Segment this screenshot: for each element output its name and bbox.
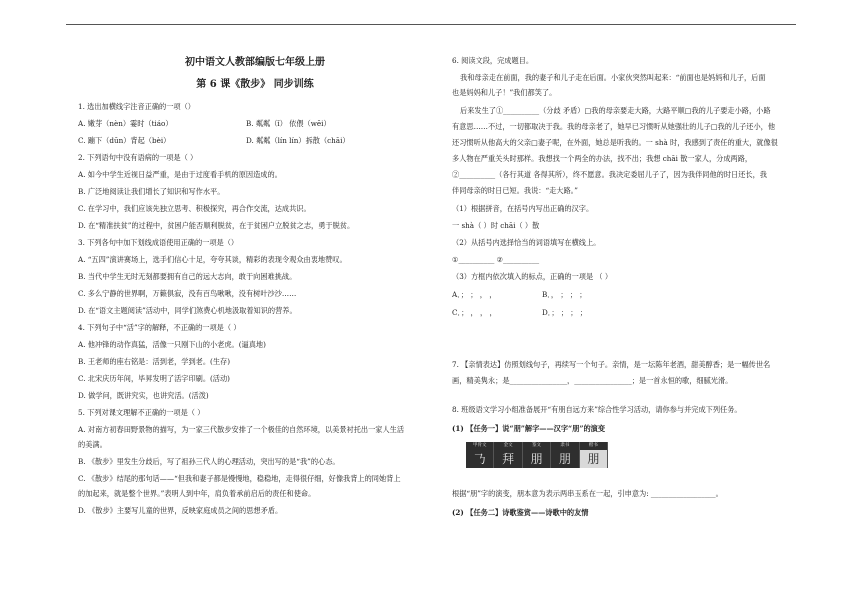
s3-option-a: A．； ； ， ，	[452, 290, 497, 299]
q3-option-d: D. 在“语文主题阅读”活动中，同学们煞费心机地汲取着知识的营养。	[78, 306, 297, 315]
s3-option-b: B．， ； ； ；	[542, 290, 587, 299]
q5-option-c: C. 《散步》结尾的那句话——“但我和妻子都是慢慢地，稳稳地，走得很仔细，好像我背上的同她背上	[78, 474, 401, 483]
task-2-heading: (2) 【任务二】诗歌鉴赏——诗歌中的友情	[452, 508, 589, 517]
q2-option-a: A. 如今中学生近视日益严重，是由于过度看手机的原因造成的。	[78, 170, 282, 179]
question-5: 5. 下列对课文理解不正确的一项是（ ）	[78, 408, 205, 417]
glyph: 𠄎	[466, 450, 494, 468]
sub-question-1: （1）根据拼音，在括号内写出正确的汉字。	[452, 204, 594, 213]
question-6: 6. 阅读文段，完成题目。	[452, 56, 534, 65]
q4-option-a: A. 他冲锋的动作真猛，活像一只刚下山的小老虎。(逼真地)	[78, 340, 266, 349]
sub-question-3: （3）方框内依次填入的标点，正确的一项是 （ ）	[452, 272, 613, 281]
q5-option-d: D. 《散步》主要写儿童的世界，反映家庭成员之间的思想矛盾。	[78, 506, 283, 515]
sub-question-1-blanks: 一 shà（ ）时 chāi（ ）散	[452, 221, 540, 230]
question-4: 4. 下列句子中“活”字的解释，不正确的一项是（ ）	[78, 323, 241, 332]
q1-option-a: A. 嫩芽（nèn）霎时（tiáo）	[78, 119, 173, 128]
script-label: 楷书	[580, 442, 608, 450]
q2-option-d: D. 在“精准扶贫”的过程中，贫困户能否顺利脱贫，在于贫困户立脱贫之志，勇于脱贫。	[78, 221, 355, 230]
question-7: 7. 【亲情表达】仿照划线句子，再续写一个句子。亲情，是一坛陈年老酒，甜美醇香；是一幅传世名	[452, 360, 771, 369]
glyph: 朋	[580, 450, 608, 468]
glyph: 朋	[551, 450, 579, 468]
question-7-cont: 画，精美隽永；是________________，________________；是一首永恒的歌，细腻光滑。	[452, 376, 733, 385]
s3-option-c: C．； ， ， ，	[452, 308, 497, 317]
character-evolution-image	[466, 442, 608, 468]
passage-line: 也是妈妈和儿子！”我们都笑了。	[452, 88, 557, 97]
script-label: 甲骨文	[466, 442, 494, 450]
script-label: 隶书	[551, 442, 579, 450]
q1-option-d: D. 粼粼（lín lín）拆散（chāi）	[246, 136, 350, 145]
q2-option-b: B. 广泛地阅读让我们增长了知识和写作水平。	[78, 187, 225, 196]
q4-option-d: D. 做学问，既讲究实，也讲究活。(活泼)	[78, 391, 209, 400]
q5-option-a: A. 对南方初春田野景物的描写，为一家三代散步安排了一个极佳的自然环境，以美景衬托出一家人生活	[78, 425, 405, 434]
header-rule	[66, 24, 796, 25]
q5-option-a-cont: 的美满。	[78, 440, 107, 449]
script-label: 金文	[494, 442, 522, 450]
lesson-title: 第 6 课《散步》 同步训练	[196, 79, 314, 90]
sub-question-2-blanks: ①__________ ②__________	[452, 255, 540, 264]
paper-title: 初中语文人教部编版七年级上册	[185, 57, 325, 68]
q4-option-b: B. 王老师的座右铭是：活到老，学到老。(生存)	[78, 357, 231, 366]
passage-line: 多人物在严重关头时那样。我想找一个两全的办法，找不出；我想 chāi 散一家人，分成两路，	[452, 154, 753, 163]
sub-question-2: （2）从括号内选择恰当的词语填写在横线上。	[452, 238, 601, 247]
q2-option-c: C. 在学习中，我们应该先独立思考、积极探究，再合作交流，达成共识。	[78, 204, 311, 213]
question-3: 3. 下列各句中加下划线成语使用正确的一项是（）	[78, 238, 239, 247]
passage-line: 还习惯听从他高大的父亲□妻子呢，在外面，她总是听我的。一 shà 时，我感到了责任的重大，就像很	[452, 138, 778, 147]
q5-option-b: B. 《散步》里发生分歧后，写了祖孙三代人的心理活动，突出写的是“我”的心态。	[78, 457, 340, 466]
question-2: 2. 下列语句中没有语病的一项是（ ）	[78, 153, 198, 162]
q1-option-b: B. 粼粼（ǐ） 依偎（wēi）	[246, 119, 331, 128]
question-1: 1. 选出加横线字注音正确的一项（）	[78, 102, 195, 111]
q3-option-c: C. 多么宁静的世界啊，万籁俱寂，没有百鸟啾啾，没有树叶沙沙……	[78, 289, 297, 298]
q4-option-c: C. 北宋庆历年间，毕昇发明了活字印刷。(活动)	[78, 374, 230, 383]
passage-line: ②__________（各行其道 各得其所），终不愿意。我决定委屈儿子了，因为我伴同他的时日还长，我	[452, 170, 767, 179]
glyph: 拜	[494, 450, 522, 468]
glyph: 朋	[523, 450, 551, 468]
q1-option-c: C. 蹦下（dūn）背起（bèi）	[78, 136, 171, 145]
passage-line: 有意思……不过，一切都取决于我。我的母亲老了，她早已习惯听从她强壮的儿子□我的儿子还小，他	[452, 122, 776, 131]
q5-option-c-cont: 的加起来，就是整个世界。”表明人到中年，肩负着承前启后的责任和使命。	[78, 489, 316, 498]
task-1-question: 根据“朋”字的演变，朋本意为表示两串玉系在一起，引申意为: __________________。	[452, 489, 723, 498]
q3-option-b: B. 当代中学生无时无刻都要拥有自己的远大志向，敢于向困难挑战。	[78, 272, 297, 281]
passage-line: 我和母亲走在前面，我的妻子和儿子走在后面。小家伙突然叫起来：“前面也是妈妈和儿子，后面	[460, 73, 766, 82]
task-1-heading: (1) 【任务一】说“朋”解字——汉字“朋”的演变	[452, 424, 606, 433]
script-label: 篆文	[523, 442, 551, 450]
question-8: 8. 班级语文学习小组准备展开“有朋自远方来”综合性学习活动，请你参与并完成下列任务。	[452, 405, 742, 414]
q3-option-a: A. “五四”演讲赛场上，选手们信心十足，夸夸其谈，精彩的表现令观众由衷地赞叹。	[78, 255, 347, 264]
passage-line: 后来发生了①__________（分歧 矛盾）□我的母亲要走大路，大路平顺□我的儿子要走小路，小路	[460, 106, 771, 115]
passage-line: 伴同母亲的时日已短。我说：“走大路。”	[452, 186, 578, 195]
s3-option-d: D．； ； ； ；	[542, 308, 587, 317]
